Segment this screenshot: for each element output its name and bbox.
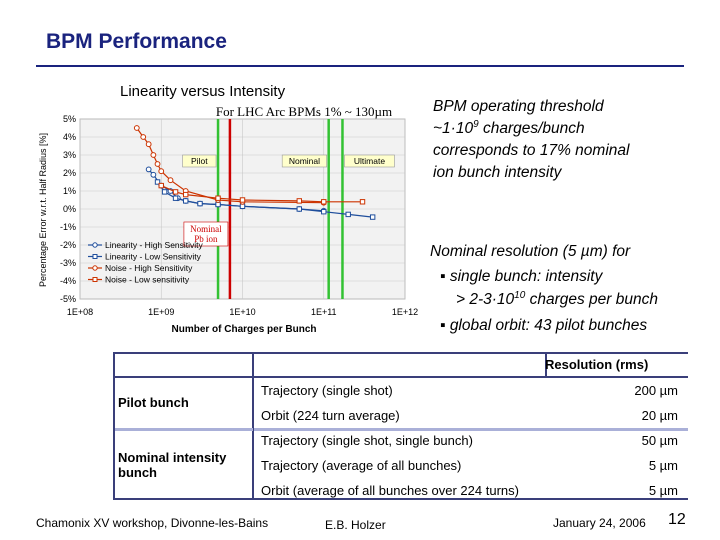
table-row-measurement: Orbit (average of all bunches over 224 turns) [261, 483, 519, 498]
table-row-resolution: 50 µm [641, 433, 678, 448]
linearity-chart [34, 100, 424, 340]
data-point [346, 212, 350, 216]
data-point [184, 192, 188, 196]
y-tick-label: 5% [62, 114, 76, 124]
threshold-line-4: ion bunch intensity [433, 164, 562, 181]
table-header-resolution: Resolution (rms) [545, 357, 649, 372]
data-point [146, 167, 151, 172]
bullet-single-bunch-text: single bunch: intensity [449, 268, 603, 285]
y-tick-label: 3% [62, 150, 76, 160]
data-point [155, 162, 160, 167]
table-bottom-rule [113, 498, 688, 500]
legend-swatch-marker [93, 243, 97, 247]
bullet-single-bunch-cont [456, 289, 658, 311]
y-tick-label: -4% [59, 276, 76, 286]
data-point [162, 190, 166, 194]
x-tick-label: 1E+09 [148, 307, 175, 317]
x-axis-label: Number of Charges per Bunch [171, 324, 317, 335]
threshold-exponent: 9 [473, 118, 479, 130]
y-tick-label: 2% [62, 168, 76, 178]
x-tick-label: 1E+11 [310, 307, 337, 317]
data-point [159, 169, 164, 174]
threshold-marker-label: Ultimate [353, 156, 386, 166]
table-row-resolution: 5 µm [648, 483, 678, 498]
data-point [151, 153, 156, 158]
resolution-intro: Nominal resolution (5 µm) for [430, 243, 631, 260]
bullet-marker: ▪ [440, 317, 450, 334]
data-point [173, 190, 177, 194]
legend-entry: Linearity - Low Sensitivity [105, 251, 201, 262]
threshold-marker-label: Pb ion [194, 234, 218, 244]
threshold-line-3: corresponds to 17% nominal [433, 142, 630, 159]
table-row-measurement: Trajectory (single shot) [261, 383, 393, 398]
data-point [141, 135, 146, 140]
legend-entry: Linearity - High Sensitivity [105, 240, 203, 250]
legend-swatch-marker [93, 278, 97, 282]
x-tick-label: 1E+12 [391, 307, 419, 317]
data-point [184, 199, 188, 203]
chart-legend [88, 240, 204, 285]
data-point [240, 204, 244, 208]
data-point [146, 142, 151, 147]
data-point [216, 196, 220, 200]
chart-title: For LHC Arc BPMs 1% ~ 130µm [215, 104, 393, 119]
bullet-single-bunch [440, 266, 602, 288]
y-tick-label: -2% [59, 240, 76, 250]
table-header-rule [113, 376, 688, 378]
table-row-rule [254, 428, 688, 431]
table-row-measurement: Orbit (224 turn average) [261, 408, 400, 423]
data-point [297, 199, 301, 203]
y-tick-label: 4% [62, 132, 76, 142]
bullet-global-orbit-text: global orbit: 43 pilot bunches [449, 317, 648, 334]
legend-entry: Noise - High Sensitivity [105, 263, 193, 273]
data-point [360, 200, 364, 204]
table-row-measurement: Trajectory (average of all bunches) [261, 458, 462, 473]
y-tick-label: -3% [59, 258, 76, 268]
y-tick-label: -1% [59, 222, 76, 232]
table-row-resolution: 200 µm [634, 383, 678, 398]
legend-swatch-marker [93, 255, 97, 259]
table-left-rule [113, 352, 115, 500]
bullet-global-orbit [440, 315, 647, 337]
footer-page-number: 12 [668, 511, 686, 528]
slide-title: BPM Performance [46, 30, 227, 53]
bullet-marker: ▪ [440, 268, 450, 285]
data-point [216, 202, 220, 206]
footer-date: January 24, 2006 [553, 516, 646, 530]
threshold-value: ~1·10 [433, 120, 474, 137]
data-point [198, 201, 202, 205]
footer-venue: Chamonix XV workshop, Divonne-les-Bains [36, 516, 269, 530]
y-tick-label: -5% [59, 294, 76, 304]
threshold-line-1: BPM operating threshold [433, 98, 604, 115]
table-col-rule-1 [252, 352, 254, 500]
data-point [173, 196, 177, 200]
group-label-pilot: Pilot bunch [118, 395, 189, 410]
table-row-resolution: 20 µm [641, 408, 678, 423]
y-axis-label: Percentage Error w.r.t. Half Radius [%] [38, 132, 48, 288]
y-tick-label: 1% [62, 186, 76, 196]
threshold-marker-label: Nominal [190, 224, 222, 234]
legend-swatch-marker [93, 266, 97, 270]
threshold-line-2 [433, 118, 703, 140]
data-point [134, 126, 139, 131]
data-point [159, 183, 163, 187]
data-point [168, 178, 173, 183]
data-point [322, 210, 326, 214]
threshold-marker-label: Nominal [288, 156, 321, 166]
data-point [322, 200, 326, 204]
title-rule [36, 65, 684, 67]
table-row-measurement: Trajectory (single shot, single bunch) [261, 433, 473, 448]
legend-entry: Noise - Low sensitivity [105, 274, 190, 285]
data-point [370, 215, 374, 219]
data-point [240, 198, 244, 202]
threshold-unit: charges/bunch [482, 120, 585, 137]
table-group-rule [115, 428, 253, 431]
bunch-intensity-value: > 2-3·10 [456, 291, 515, 308]
threshold-marker-label: Pilot [191, 156, 208, 166]
x-tick-label: 1E+08 [66, 307, 94, 317]
threshold-note [433, 96, 703, 184]
y-tick-label: 0% [62, 204, 76, 214]
data-point [297, 207, 301, 211]
data-point [151, 172, 156, 177]
group-label-nominal: Nominal intensity bunch [118, 450, 227, 480]
chart-caption: Linearity versus Intensity [120, 83, 286, 100]
x-tick-label: 1E+10 [229, 307, 256, 317]
table-top-rule [113, 352, 688, 354]
bunch-intensity-exponent: 10 [514, 289, 526, 301]
bunch-intensity-unit: charges per bunch [525, 291, 658, 308]
table-row-resolution: 5 µm [648, 458, 678, 473]
footer-author: E.B. Holzer [325, 518, 386, 532]
